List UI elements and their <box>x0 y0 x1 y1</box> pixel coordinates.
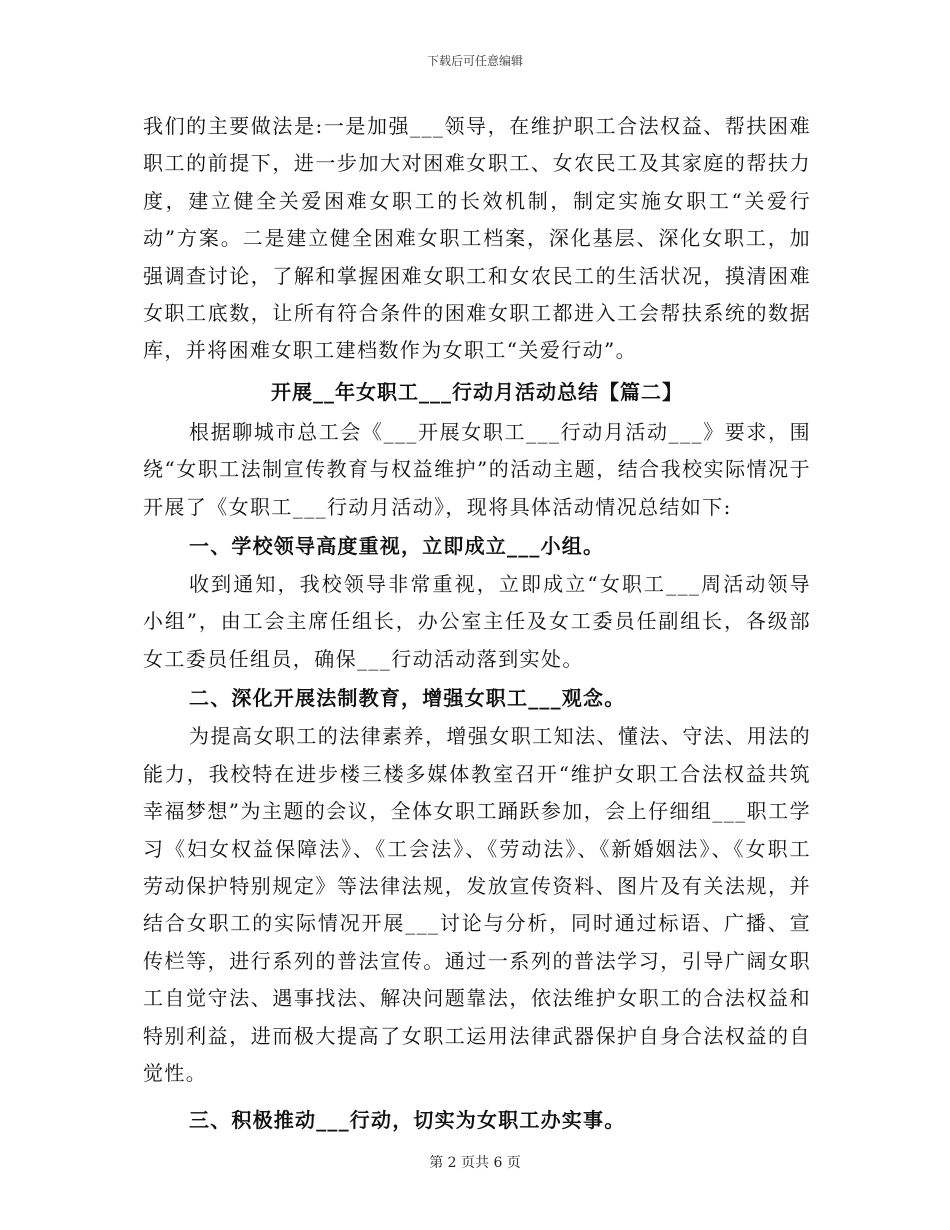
document-body <box>143 108 811 1140</box>
paragraph-background: 根据聊城市总工会《___开展女职工___行动月活动___》要求，围绕“女职工法制宣传教育与权益维护”的活动主题，结合我校实际情况于开展了《女职工___行动月活动》，现将具体活动情况总结如下: <box>143 419 811 519</box>
section-title: 开展__年女职工___行动月活动总结【篇二】 <box>271 379 683 404</box>
paragraph-legal-education: 为提高女职工的法律素养，增强女职工知法、懂法、守法、用法的能力，我校特在进步楼三楼多媒体教室召开“维护女职工合法权益共筑幸福梦想”为主题的会议，全体女职工踊跃参加，会上仔细组___职工学习《妇女权益保障法》、《工会法》、《劳动法》、《新婚姻法》、《女职工劳动保护特别规定》等法律法规，发放宣传资料、图片及有关法规，并结合女职工的实际情况开展___讨论与分析，同时通过标语、广播、宣传栏等，进行系列的普法宣传。通过一系列的普法学习，引导广阔女职工自觉守法、遇事找法、解决问题靠法，依法维护女职工的合法权益和特别利益，进而极大提高了女职工运用法律武器保护自身合法权益的自觉性。 <box>143 724 811 1085</box>
paragraph-leadership: 收到通知，我校领导非常重视，立即成立“女职工___周活动领导小组”，由工会主席任组长，办公室主任及女工委员任副组长，各级部女工委员任组员，确保___行动活动落到实处。 <box>143 572 811 671</box>
paragraph-intro: 我们的主要做法是:一是加强___领导，在维护职工合法权益、帮扶困难职工的前提下，进一步加大对困难女职工、女农民工及其家庭的帮扶力度，建立健全关爱困难女职工的长效机制，制定实施女职工“关爱行动”方案。二是建立健全困难女职工档案，深化基层、深化女职工，加强调查讨论，了解和掌握困难女职工和女农民工的生活状况，摸清困难女职工底数，让所有符合条件的困难女职工都进入工会帮扶系统的数据库，并将困难女职工建档数作为女职工“关爱行动”。 <box>143 114 811 363</box>
heading-one: 一、学校领导高度重视，立即成立___小组。 <box>189 534 605 559</box>
heading-two: 二、深化开展法制教育，增强女职工___观念。 <box>189 686 626 711</box>
page-header: 下载后可任意编辑 <box>426 54 523 68</box>
heading-three: 三、积极推动___行动，切实为女职工办实事。 <box>189 1108 626 1133</box>
page-footer: 第 2 页共 6 页 <box>429 1155 521 1171</box>
